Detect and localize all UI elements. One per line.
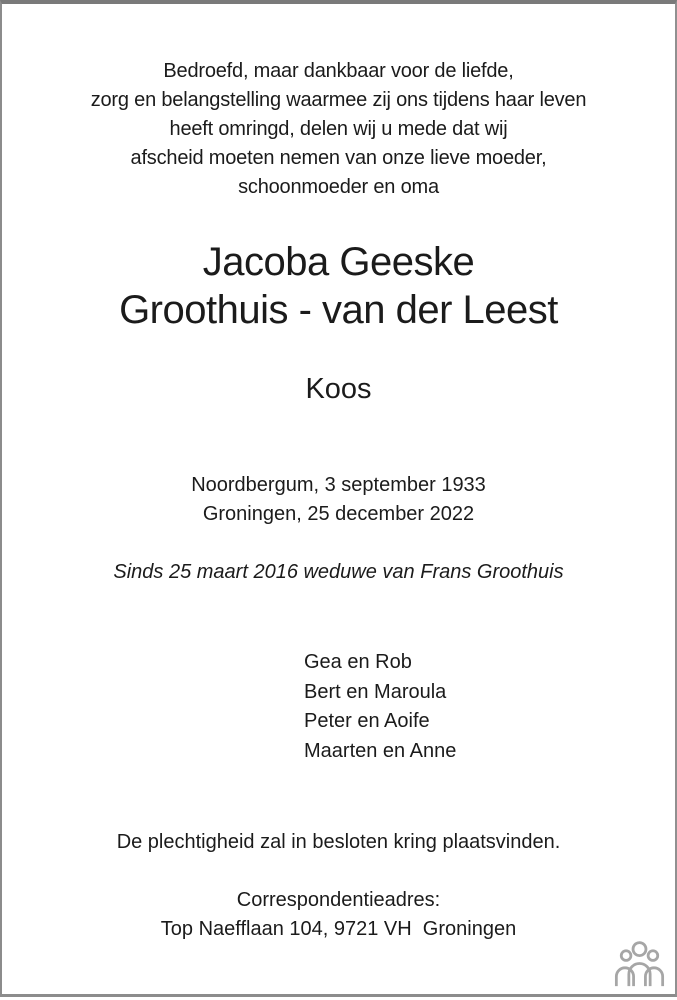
widow-note: Sinds 25 maart 2016 weduwe van Frans Groothuis	[113, 561, 564, 583]
deceased-first-names: Jacoba Geeske	[202, 240, 475, 284]
intro-line: heeft omringd, delen wij u mede dat wij	[169, 118, 508, 140]
intro-line: Bedroefd, maar dankbaar voor de liefde,	[163, 60, 514, 82]
relatives-item: Bert en Maroula	[304, 680, 447, 703]
death-place-date: Groningen, 25 december 2022	[202, 503, 475, 525]
deceased-nickname: Koos	[305, 373, 372, 405]
intro-line: afscheid moeten nemen van onze lieve moeder,	[130, 147, 547, 169]
birth-place-date: Noordbergum, 3 september 1933	[191, 474, 486, 496]
family-icon	[611, 938, 668, 988]
intro-text	[2, 4, 675, 202]
deceased-name	[2, 238, 675, 334]
intro-line: schoonmoeder en oma	[238, 176, 439, 198]
relatives-list	[2, 648, 675, 766]
correspondence-label: Correspondentieadres:	[236, 889, 441, 911]
ceremony-note: De plechtigheid zal in besloten kring plaatsvinden.	[116, 831, 561, 853]
relatives-item: Peter en Aoife	[304, 710, 430, 732]
relatives-item: Maarten en Anne	[304, 739, 457, 762]
family-icon-strokes	[616, 943, 662, 987]
deceased-last-names: Groothuis - van der Leest	[119, 288, 558, 332]
intro-line: zorg en belangstelling waarmee zij ons tijdens haar leven	[90, 89, 587, 111]
correspondence-address: Top Naefflaan 104, 9721 VH Groningen	[160, 918, 517, 940]
relatives-item: Gea en Rob	[304, 651, 412, 673]
correspondence-block	[2, 886, 675, 944]
life-dates	[2, 471, 675, 529]
